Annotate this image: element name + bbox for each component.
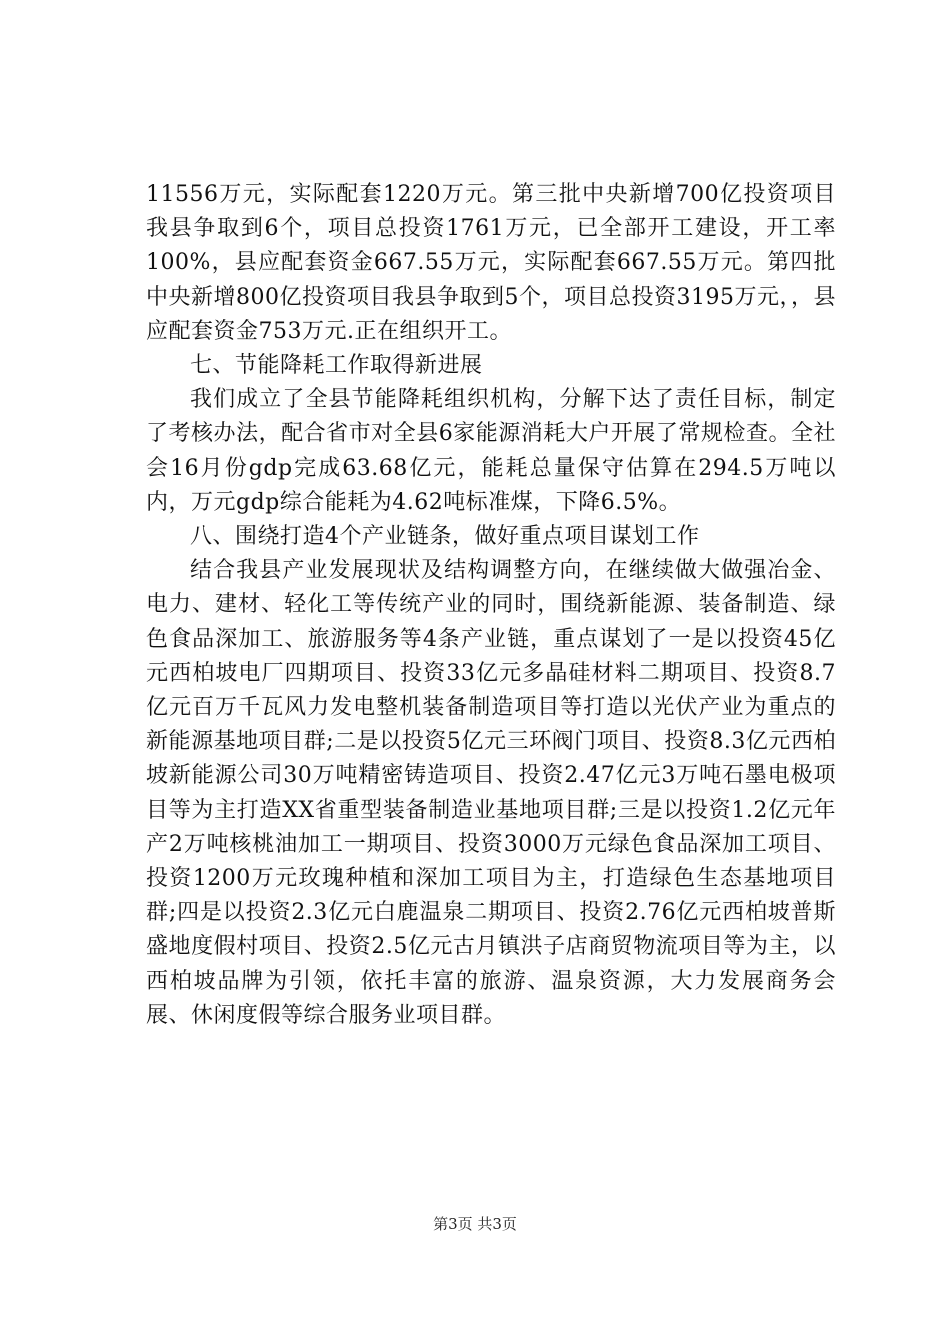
page-number-label: 第3页 共3页 — [433, 1215, 517, 1233]
document-body — [146, 178, 836, 1033]
body-paragraph-energy-saving: 我们成立了全县节能降耗组织机构，分解下达了责任目标，制定了考核办法，配合省市对全县6家能源消耗大户开展了常规检查。全社会16月份gdp完成63.68亿元，能耗总量保守估算在294.5万吨以内，万元gdp综合能耗为4.62吨标准煤，下降6.5%。 — [146, 387, 836, 515]
continuation-paragraph: 11556万元，实际配套1220万元。第三批中央新增700亿投资项目我县争取到6个，项目总投资1761万元，已全部开工建设，开工率100%，县应配套资金667.55万元，实际配套667.55万元。第四批中央新增800亿投资项目我县争取到5个，项目总投资3195万元，，县应配套资金753万元.正在组织开工。 — [146, 182, 836, 344]
section-heading-energy-saving: 七、节能降耗工作取得新进展 — [190, 353, 483, 379]
page-footer — [0, 1214, 950, 1234]
section-heading-industry-chain: 八、围绕打造4个产业链条，做好重点项目谋划工作 — [190, 524, 700, 550]
body-paragraph-industry-chain: 结合我县产业发展现状及结构调整方向，在继续做大做强冶金、电力、建材、轻化工等传统产业的同时，围绕新能源、装备制造、绿色食品深加工、旅游服务等4条产业链，重点谋划了一是以投资45亿元西柏坡电厂四期项目、投资33亿元多晶硅材料二期项目、投资8.7亿元百万千瓦风力发电整机装备制造项目等打造以光伏产业为重点的新能源基地项目群;二是以投资5亿元三环阀门项目、投资8.3亿元西柏坡新能源公司30万吨精密铸造项目、投资2.47亿元3万吨石墨电极项目等为主打造XX省重型装备制造业基地项目群;三是以投资1.2亿元年产2万吨核桃油加工一期项目、投资3000万元绿色食品深加工项目、投资1200万元玫瑰种植和深加工项目为主，打造绿色生态基地项目群;四是以投资2.3亿元白鹿温泉二期项目、投资2.76亿元西柏坡普斯盛地度假村项目、投资2.5亿元古月镇洪子店商贸物流项目等为主，以西柏坡品牌为引领，依托丰富的旅游、温泉资源，大力发展商务会展、休闲度假等综合服务业项目群。 — [146, 558, 836, 1028]
